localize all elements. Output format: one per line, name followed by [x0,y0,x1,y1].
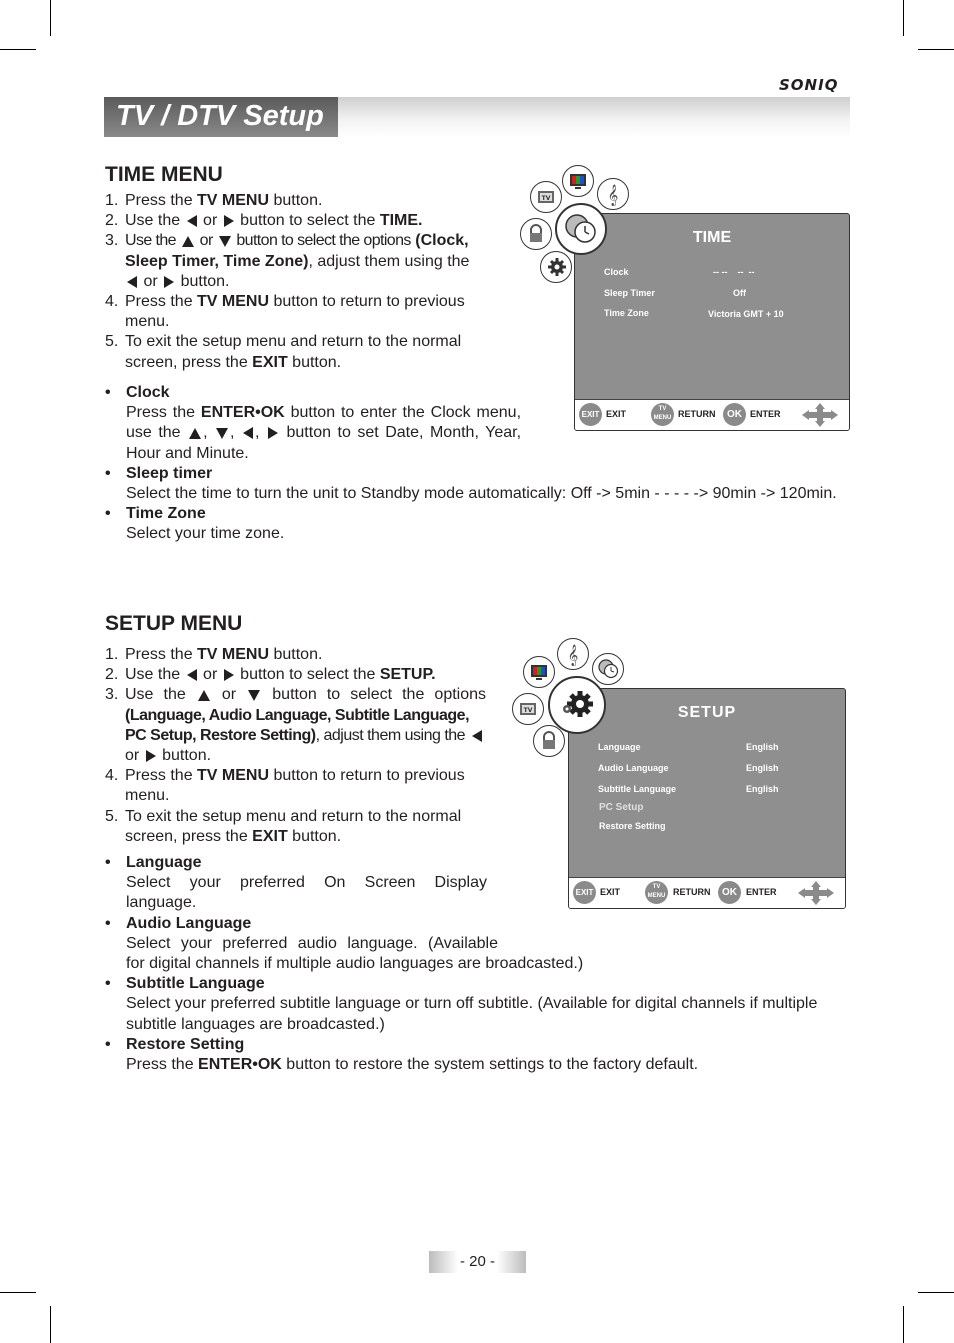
crop-mark [0,49,36,50]
screen-row-label: Subtitle Language [598,784,677,794]
crop-mark [50,0,51,36]
bullet-title: Clock [126,384,170,401]
banner-title: TV / DTV Setup [116,100,324,132]
step-text: To exit the setup menu and return to the normal screen, press the EXIT button. [125,807,462,845]
step-text: Press the TV MENU button. [125,192,323,209]
screen-title: TIME [692,229,732,246]
screen-row-value: English [746,742,779,752]
step-text: Press the TV MENU button. [125,646,323,663]
bullet-dot: • [105,505,111,523]
tv-menu-icon: TV MENU [651,403,674,426]
step-item [105,332,480,372]
return-label: RETURN [673,887,711,897]
brand-logo: SONIQ [779,76,839,94]
step-text: Use the or button to select the TIME. [125,212,423,230]
bullet-item [105,914,849,975]
step-item [105,191,480,211]
step-item [105,211,480,231]
screen-row-label: Sleep Timer [604,288,655,298]
screen-footer [569,877,845,908]
screen-row-label: Clock [604,267,629,277]
return-label: RETURN [678,409,716,419]
step-item [105,665,486,685]
time-menu-screen [574,213,850,431]
step-item [105,685,486,766]
time-menu-steps [105,191,480,373]
step-number: 3. [105,232,119,250]
bullet-dot: • [105,1035,111,1053]
bullet-item [105,1035,849,1075]
exit-icon: EXIT [573,881,596,904]
step-item [105,292,480,332]
svg-text:TV: TV [541,195,551,202]
step-item [105,645,486,665]
step-text: Use the or button to select the options (Clock, Sleep Timer, Time Zone), adjust them using the or button. [125,232,470,290]
screen-row-value: English [746,763,779,773]
screen-row-label: Language [598,742,641,752]
step-item [105,766,486,806]
setup-menu-steps [105,645,486,847]
step-number: 1. [105,646,119,663]
svg-text:𝄞: 𝄞 [607,185,619,206]
bullet-text: Press the ENTER•OK button to enter the Clock menu, use the , , , button to set Date, Month, Year, Hour and Minute. [126,404,522,462]
dpad-icon [800,402,840,428]
crop-mark [903,1306,904,1343]
step-number: 3. [105,686,119,704]
page-number-box [429,1251,526,1273]
tv-menu-icon: TV MENU [645,881,668,904]
exit-label: EXIT [600,887,621,897]
step-item [105,231,480,292]
crop-mark [918,1292,954,1293]
ok-icon: OK [718,881,741,904]
screen-row-label: Restore Setting [599,821,666,831]
bullet-text: Select your preferred subtitle language or turn off subtitle. (Available for digital channels if multiple subtitle languages are broadcasted.) [126,995,818,1033]
setup-gear-icon [540,251,572,283]
svg-text:TV: TV [523,707,533,714]
ok-icon: OK [723,403,746,426]
step-text: Press the TV MENU button to return to previous menu. [125,767,465,805]
screen-row-value: Off [733,288,746,298]
setup-menu-screen [568,688,846,909]
banner-tab [104,97,338,137]
bullet-text: Select the time to turn the unit to Standby mode automatically: Off -> 5min - - - - -> 90min -> 120min. [126,485,837,503]
enter-label: ENTER [746,887,777,897]
screen-footer [575,399,849,430]
step-number: 2. [105,666,119,684]
bullet-item [105,464,849,504]
bullet-text: Select your preferred On Screen Display language. [126,874,487,912]
bullet-title: Language [126,854,202,871]
screen-row-value: English [746,784,779,794]
step-number: 5. [105,807,119,825]
step-number: 5. [105,333,119,351]
clock-icon [555,203,607,255]
step-number: 1. [105,192,119,209]
enter-label: ENTER [750,409,781,419]
lock-icon [533,725,565,757]
section-banner [104,97,850,137]
step-text: Press the TV MENU button to return to previous menu. [125,293,465,331]
crop-mark [0,1292,36,1293]
dpad-icon [796,880,836,906]
step-text: Use the or button to select the SETUP. [125,666,436,684]
lock-icon [520,218,552,250]
bullet-title: Sleep timer [126,464,213,482]
screen-title: SETUP [677,704,737,721]
step-text: Use the or button to select the options (Language, Audio Language, Subtitle Language, PC Setup, Restore Setting), adjust them using the or button. [125,686,487,765]
bullet-text: Select your time zone. [126,525,285,543]
step-number: 4. [105,293,119,311]
bullet-dot: • [105,914,111,932]
bullet-dot: • [105,854,111,871]
screen-row-label: PC Setup [599,802,644,813]
screen-row-value: -- -- -- -- [713,267,755,277]
svg-text:𝄞: 𝄞 [567,645,579,666]
bullet-title: Time Zone [126,505,206,523]
picture-icon [562,165,594,197]
setup-menu-heading: SETUP MENU [105,612,243,635]
time-menu-heading: TIME MENU [105,163,223,186]
bullet-item [105,504,849,544]
crop-mark [918,49,954,50]
step-number: 2. [105,212,119,230]
step-item [105,807,486,847]
exit-label: EXIT [606,409,627,419]
music-icon [557,638,589,670]
bullet-title: Subtitle Language [126,975,265,993]
crop-mark [903,0,904,36]
step-text: To exit the setup menu and return to the normal screen, press the EXIT button. [125,333,462,371]
page-number: - 20 - [459,1253,495,1270]
bullet-title: Audio Language [126,914,252,932]
exit-icon: EXIT [579,403,602,426]
bullet-dot: • [105,975,111,993]
bullet-item [105,974,849,1035]
screen-row-value: Victoria GMT + 10 [708,309,784,319]
crop-mark [50,1306,51,1343]
bullet-text: Select your preferred audio language. (Available for digital channels if multiple audio languages are broadcasted.) [126,934,584,973]
bullet-title: Restore Setting [126,1035,245,1053]
bullet-dot: • [105,384,111,401]
step-number: 4. [105,767,119,785]
bullet-text: Press the ENTER•OK button to restore the system settings to the factory default. [126,1056,699,1074]
screen-row-label: Audio Language [598,763,669,773]
screen-row-label: Time Zone [604,308,649,318]
bullet-dot: • [105,464,111,482]
tv-icon [512,693,544,725]
